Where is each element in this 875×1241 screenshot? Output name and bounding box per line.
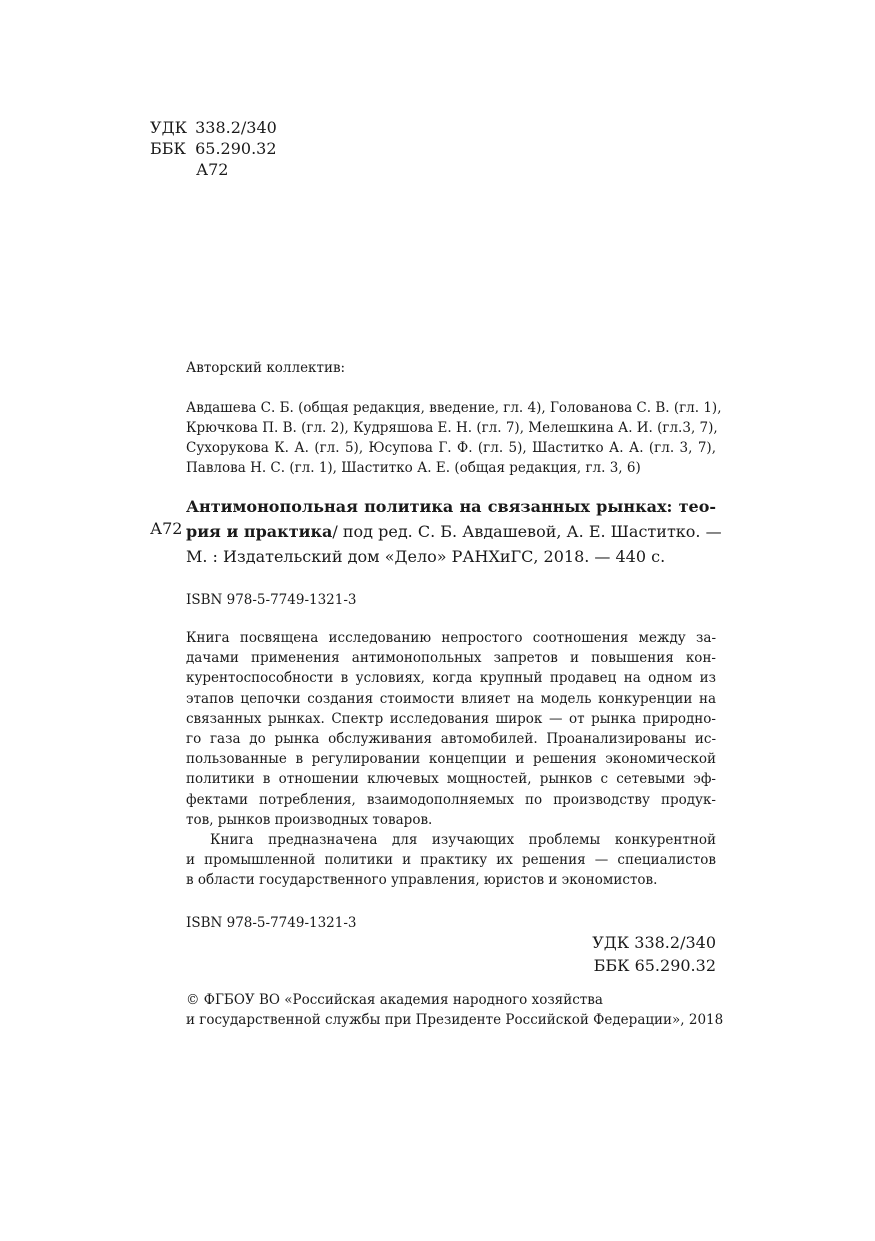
classification-codes-bottom [516,931,716,977]
authors-line: Крючкова П. В. (гл. 2), Кудряшова Е. Н. (гл. 7), Мелешкина А. И. (гл.3, 7), [186,420,718,436]
bibliographic-description [186,494,722,569]
book-title-part2: рия и практика [186,522,333,541]
abstract-line: пользованные в регулировании концепции и решения экономической [186,751,716,768]
abstract-line: этапов цепочки создания стоимости влияет на модель конкуренции на [186,690,716,707]
abstract-line: го газа до рынка обслуживания автомобилей. Проанализированы ис- [186,731,716,748]
abstract-line: в области государственного управления, юристов и экономистов. [186,872,658,889]
isbn-bottom: ISBN 978-5-7749-1321-3 [186,915,357,931]
authors-heading: Авторский коллектив: [186,360,346,376]
abstract-line: тов, рынков производных товаров. [186,811,433,828]
bbk-value: 65.290.32 [195,139,277,158]
authors-line: Авдашева С. Б. (общая редакция, введение, гл. 4), Голованова С. В. (гл. 1), [186,400,722,416]
book-title-part1: Антимонопольная политика на связанных рынках: тео- [186,497,716,516]
abstract-line: Книга предназначена для изучающих проблемы конкурентной [210,832,716,849]
udk-code: УДК 338.2/340 [592,933,716,952]
editors: / под ред. С. Б. Авдашевой, А. Е. Шаститко. — [332,522,722,541]
copyright-line-2: и государственной службы при Президенте Российской Федерации», 2018 [186,1012,724,1028]
copyright [186,990,724,1030]
author-sign: А72 [196,160,229,179]
authors-line: Павлова Н. С. (гл. 1), Шаститко А. Е. (общая редакция, гл. 3, 6) [186,460,641,476]
udk-row [150,117,277,138]
abstract-line: и промышленной политики и практику их решения — специалистов [186,852,716,869]
biblio-line-1 [186,494,716,519]
udk-value: 338.2/340 [195,118,277,137]
abstract-line: фектами потребления, взаимодополняемых по производству продук- [186,791,716,808]
classification-codes-top [150,117,277,180]
abstract-line: Книга посвящена исследованию непростого соотношения между за- [186,630,716,646]
abstract-line: политики в отношении ключевых мощностей, рынков с сетевыми эф- [186,771,716,788]
authors-list [186,398,722,478]
bbk-label: ББК [150,139,186,158]
udk-label: УДК [150,118,187,137]
bbk-code: ББК 65.290.32 [593,956,716,975]
abstract-line: связанных рынках. Спектр исследования широк — от рынка природно- [186,710,716,727]
abstract [186,628,716,891]
abstract-line: курентоспособности в условиях, когда крупный продавец на одном из [186,670,716,687]
authors-line: Сухорукова К. А. (гл. 5), Юсупова Г. Ф. (гл. 5), Шаститко А. А. (гл. 3, 7), [186,440,716,456]
abstract-line: дачами применения антимонопольных запретов и повышения кон- [186,650,716,667]
biblio-line-2 [186,519,722,544]
margin-author-sign: А72 [150,519,183,538]
isbn: ISBN 978-5-7749-1321-3 [186,592,357,608]
publisher-line: М. : Издательский дом «Дело» РАНХиГС, 2018. — 440 с. [186,547,666,566]
copyright-line-1: © ФГБОУ ВО «Российская академия народного хозяйства [186,992,603,1008]
bbk-row [150,138,277,159]
